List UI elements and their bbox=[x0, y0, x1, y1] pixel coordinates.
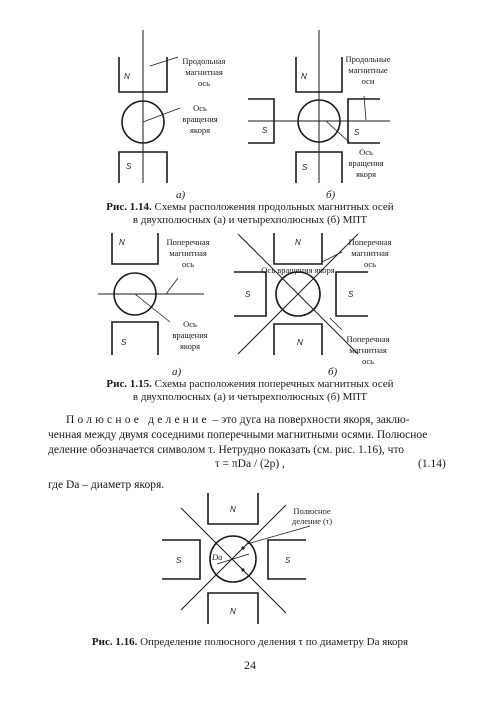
where-line: где Da – диаметр якоря. bbox=[48, 479, 165, 491]
paragraph-line1: Полюсное деление – это дуга на поверхности якоря, заклю- bbox=[66, 414, 410, 426]
fig114-caption: Рис. 1.14. Схемы расположения продольных магнитных осей в двухполюсных (а) и четырехполюсных (б) МПТ bbox=[106, 201, 394, 226]
pole-n: N bbox=[295, 238, 301, 247]
pole-n: N bbox=[124, 72, 130, 81]
fig115b-label-axis: Ось вращения якоря bbox=[261, 265, 335, 275]
fig115-sub-b: б) bbox=[328, 366, 338, 378]
fig115b-label-transverse-top bbox=[348, 237, 391, 269]
svg-text:магнитная: магнитная bbox=[351, 248, 389, 258]
pole-s: S bbox=[121, 338, 127, 347]
fig114-sub-a: а) bbox=[176, 189, 186, 201]
svg-text:вращения: вращения bbox=[172, 330, 208, 340]
svg-text:магнитная: магнитная bbox=[349, 345, 387, 355]
fig115-caption: Рис. 1.15. Схемы расположения поперечных магнитных осей в двухполюсных (а) и четырехполюсных (б) МПТ bbox=[106, 378, 394, 403]
pole-s: S bbox=[354, 128, 360, 137]
svg-text:оси: оси bbox=[361, 76, 375, 86]
svg-text:вращения: вращения bbox=[182, 114, 218, 124]
fig116-label-da: Da bbox=[212, 552, 223, 562]
pole-n: N bbox=[301, 72, 307, 81]
svg-text:магнитные: магнитные bbox=[348, 65, 388, 75]
pole-s: S bbox=[262, 126, 268, 135]
paragraph-line3: деление обозначается символом τ. Нетрудно показать (см. рис. 1.16), что bbox=[48, 444, 405, 456]
svg-text:Полюсное: Полюсное bbox=[293, 506, 331, 516]
pole-n: N bbox=[230, 607, 236, 616]
fig114b-label-longitudinal bbox=[345, 54, 390, 86]
svg-text:ось: ось bbox=[363, 259, 377, 269]
svg-text:деление (τ): деление (τ) bbox=[291, 516, 333, 526]
fig116-caption: Рис. 1.16. Определение полюсного деления τ по диаметру Da якоря bbox=[91, 636, 409, 648]
svg-text:ось: ось bbox=[181, 259, 195, 269]
svg-text:ось: ось bbox=[197, 78, 211, 88]
svg-text:ось: ось bbox=[361, 356, 375, 366]
formula-number: (1.14) bbox=[418, 458, 446, 470]
fig114-sub-b: б) bbox=[326, 189, 336, 201]
pole-s: S bbox=[176, 556, 182, 565]
svg-text:Поперечная: Поперечная bbox=[348, 237, 392, 247]
svg-text:Ось: Ось bbox=[359, 147, 373, 157]
fig115b-label-transverse-bottom bbox=[346, 334, 389, 366]
svg-text:якоря: якоря bbox=[179, 341, 201, 351]
pole-s: S bbox=[348, 290, 354, 299]
paragraph-line2: ченная между двумя соседними поперечными магнитными осями. Полюсное bbox=[48, 429, 428, 441]
fig114a-diagram bbox=[119, 30, 180, 183]
fig114b-label-axis bbox=[348, 147, 383, 179]
svg-text:Ось: Ось bbox=[193, 103, 207, 113]
svg-text:Продольная: Продольная bbox=[182, 56, 226, 66]
svg-text:вращения: вращения bbox=[348, 158, 384, 168]
svg-text:магнитная: магнитная bbox=[185, 67, 223, 77]
page-number: 24 bbox=[244, 658, 256, 672]
formula: τ = πDa / (2p) , bbox=[215, 458, 285, 470]
svg-text:Продольные: Продольные bbox=[345, 54, 391, 64]
fig116-label-tau bbox=[292, 506, 332, 526]
pole-n: N bbox=[119, 238, 125, 247]
svg-text:Поперечная: Поперечная bbox=[346, 334, 390, 344]
fig115a-label-axis bbox=[172, 319, 207, 351]
pole-s: S bbox=[302, 163, 308, 172]
svg-text:Ось: Ось bbox=[183, 319, 197, 329]
fig114a-label-longitudinal bbox=[182, 56, 225, 88]
svg-text:магнитная: магнитная bbox=[169, 248, 207, 258]
fig115-sub-a: а) bbox=[172, 366, 182, 378]
arc-start-dot bbox=[241, 546, 244, 549]
svg-text:якоря: якоря bbox=[189, 125, 211, 135]
svg-text:Поперечная: Поперечная bbox=[166, 237, 210, 247]
term-pole-division: Полюсное деление bbox=[66, 414, 210, 426]
pole-s: S bbox=[285, 556, 291, 565]
pole-n: N bbox=[230, 505, 236, 514]
fig115a-label-transverse bbox=[166, 237, 209, 269]
arc-end-dot bbox=[241, 568, 244, 571]
fig114a-label-axis bbox=[182, 103, 217, 135]
pole-s: S bbox=[245, 290, 251, 299]
pole-n: N bbox=[297, 338, 303, 347]
svg-text:якоря: якоря bbox=[355, 169, 377, 179]
pole-s: S bbox=[126, 162, 132, 171]
